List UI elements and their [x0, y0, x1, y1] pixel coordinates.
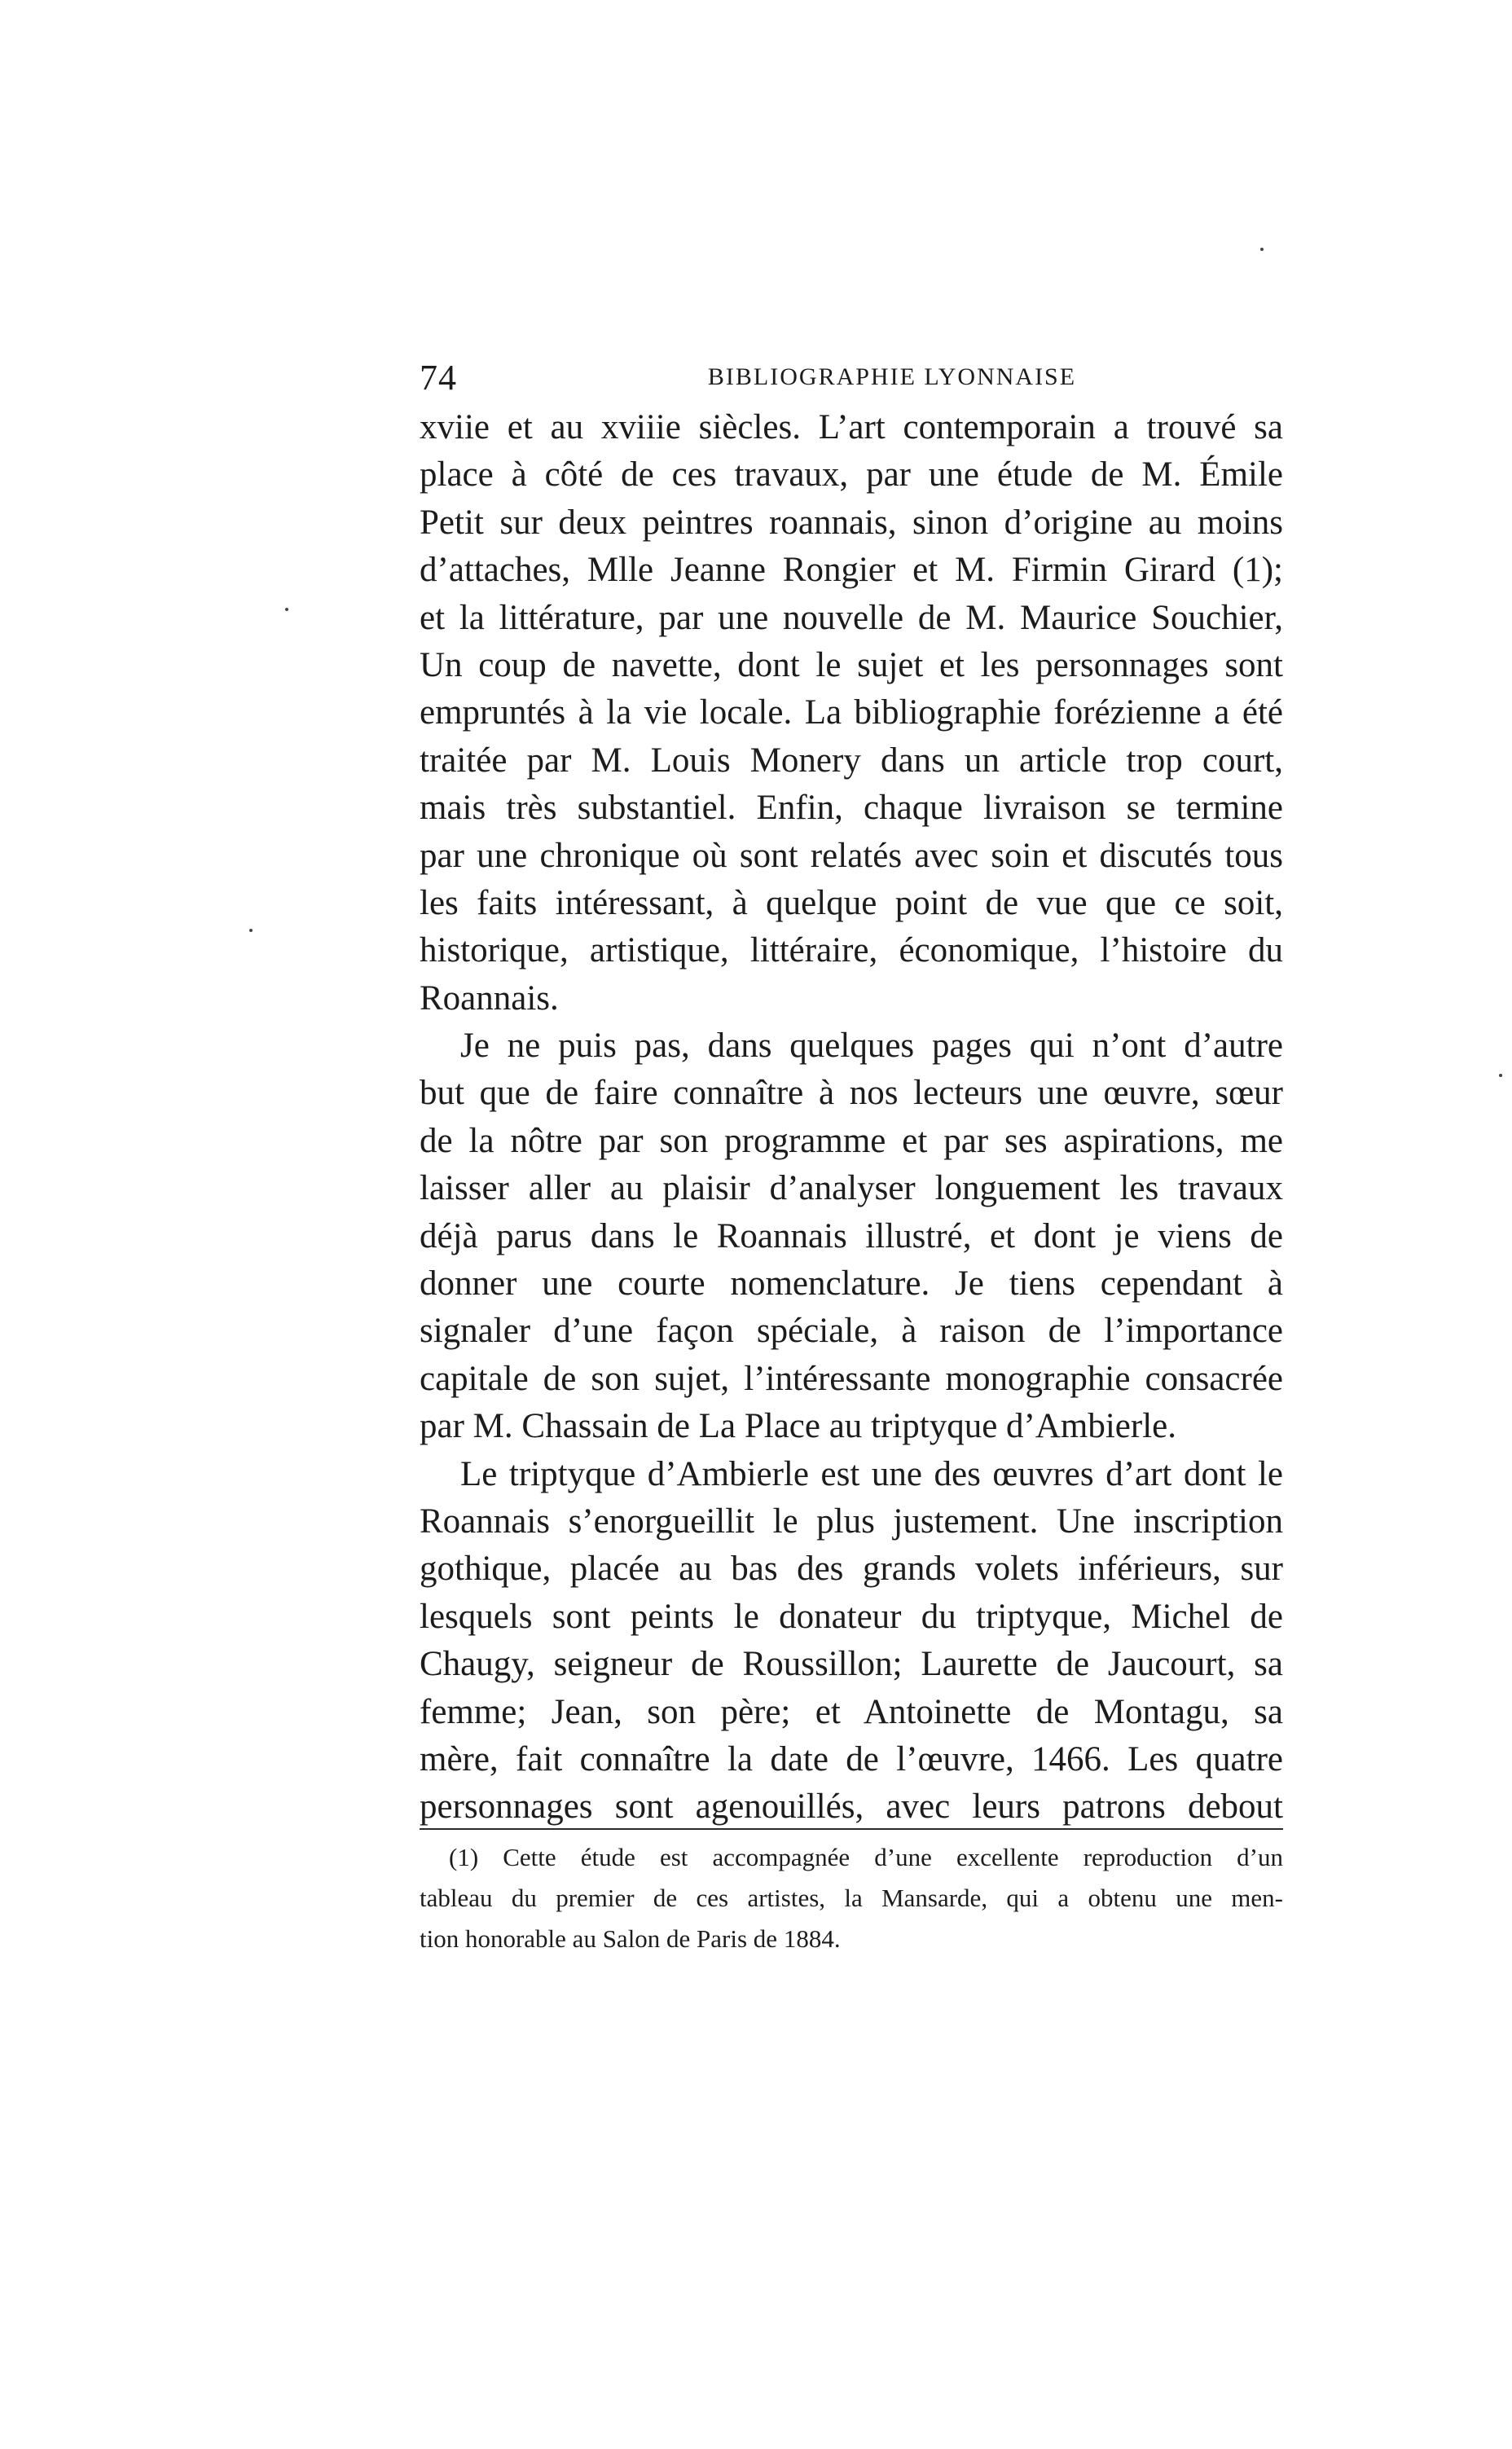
text-line: déjà parus dans le Roannais illustré, et dont je viens de [420, 1216, 1283, 1255]
footnote-line: (1) Cette étude est accompagnée d’une excellente reproduction d’un [449, 1843, 1283, 1871]
text-line: Le triptyque d’Ambierle est une des œuvres d’art dont le [460, 1454, 1283, 1493]
paper-speck [285, 608, 288, 611]
page-header [420, 357, 1283, 406]
page-number: 74 [420, 358, 457, 398]
text-line: mère, fait connaître la date de l’œuvre, 1466. Les quatre [420, 1739, 1283, 1778]
footnote-line: tableau du premier de ces artistes, la Mansarde, qui a obtenu une men- [420, 1884, 1283, 1912]
text-line: donner une courte nomenclature. Je tiens cependant à [420, 1264, 1283, 1304]
text-line: femme; Jean, son père; et Antoinette de Montagu, sa [420, 1692, 1283, 1731]
body-text [420, 404, 1283, 1831]
text-line: et la littérature, par une nouvelle de M. Maurice Souchier, [420, 598, 1283, 637]
text-line: par M. Chassain de La Place au triptyque d’Ambierle. [420, 1407, 1176, 1446]
paper-speck [1499, 1074, 1502, 1077]
text-line: lesquels sont peints le donateur du triptyque, Michel de [420, 1597, 1283, 1636]
text-line: de la nôtre par son programme et par ses aspirations, me [420, 1121, 1283, 1160]
text-line: but que de faire connaître à nos lecteurs une œuvre, sœur [420, 1074, 1283, 1113]
text-line: laisser aller au plaisir d’analyser longuement les travaux [420, 1169, 1283, 1208]
text-line: Chaugy, seigneur de Roussillon; Laurette de Jaucourt, sa [420, 1645, 1283, 1684]
text-line: capitale de son sujet, l’intéressante monographie consacrée [420, 1359, 1283, 1398]
text-line: d’attaches, Mlle Jeanne Rongier et M. Firmin Girard (1); [420, 551, 1283, 590]
paper-speck [1260, 248, 1264, 251]
paper-speck [249, 929, 253, 932]
text-line: Roannais. [420, 978, 559, 1018]
text-line: Je ne puis pas, dans quelques pages qui n’ont d’autre [460, 1027, 1283, 1066]
text-line: place à côté de ces travaux, par une étude de M. Émile [420, 455, 1283, 495]
text-line: Un coup de navette, dont le sujet et les personnages sont [420, 645, 1283, 684]
footnote [420, 1837, 1283, 1959]
text-line: signaler d’une façon spéciale, à raison de l’importance [420, 1312, 1283, 1351]
text-line: les faits intéressant, à quelque point de vue que ce soit, [420, 883, 1283, 922]
text-line: xviie et au xviiie siècles. L’art contemporain a trouvé sa [420, 408, 1283, 446]
text-line: historique, artistique, littéraire, économique, l’histoire du [420, 931, 1283, 970]
text-line: gothique, placée au bas des grands volets inférieurs, sur [420, 1550, 1283, 1589]
text-line: mais très substantiel. Enfin, chaque livraison se termine [420, 789, 1283, 828]
text-line: Roannais s’enorgueillit le plus justement. Une inscription [420, 1501, 1283, 1541]
text-line: empruntés à la vie locale. La bibliographie forézienne a été [420, 693, 1283, 732]
text-line: traitée par M. Louis Monery dans un article trop court, [420, 741, 1283, 780]
running-title: BIBLIOGRAPHIE LYONNAISE [707, 363, 1077, 390]
text-line: personnages sont agenouillés, avec leurs patrons debout [420, 1787, 1283, 1827]
text-line: Petit sur deux peintres roannais, sinon d’origine au moins [420, 503, 1283, 542]
footnote-divider [420, 1828, 1283, 1830]
text-line: par une chronique où sont relatés avec soin et discutés tous [420, 836, 1283, 875]
footnote-line: tion honorable au Salon de Paris de 1884. [420, 1924, 841, 1953]
